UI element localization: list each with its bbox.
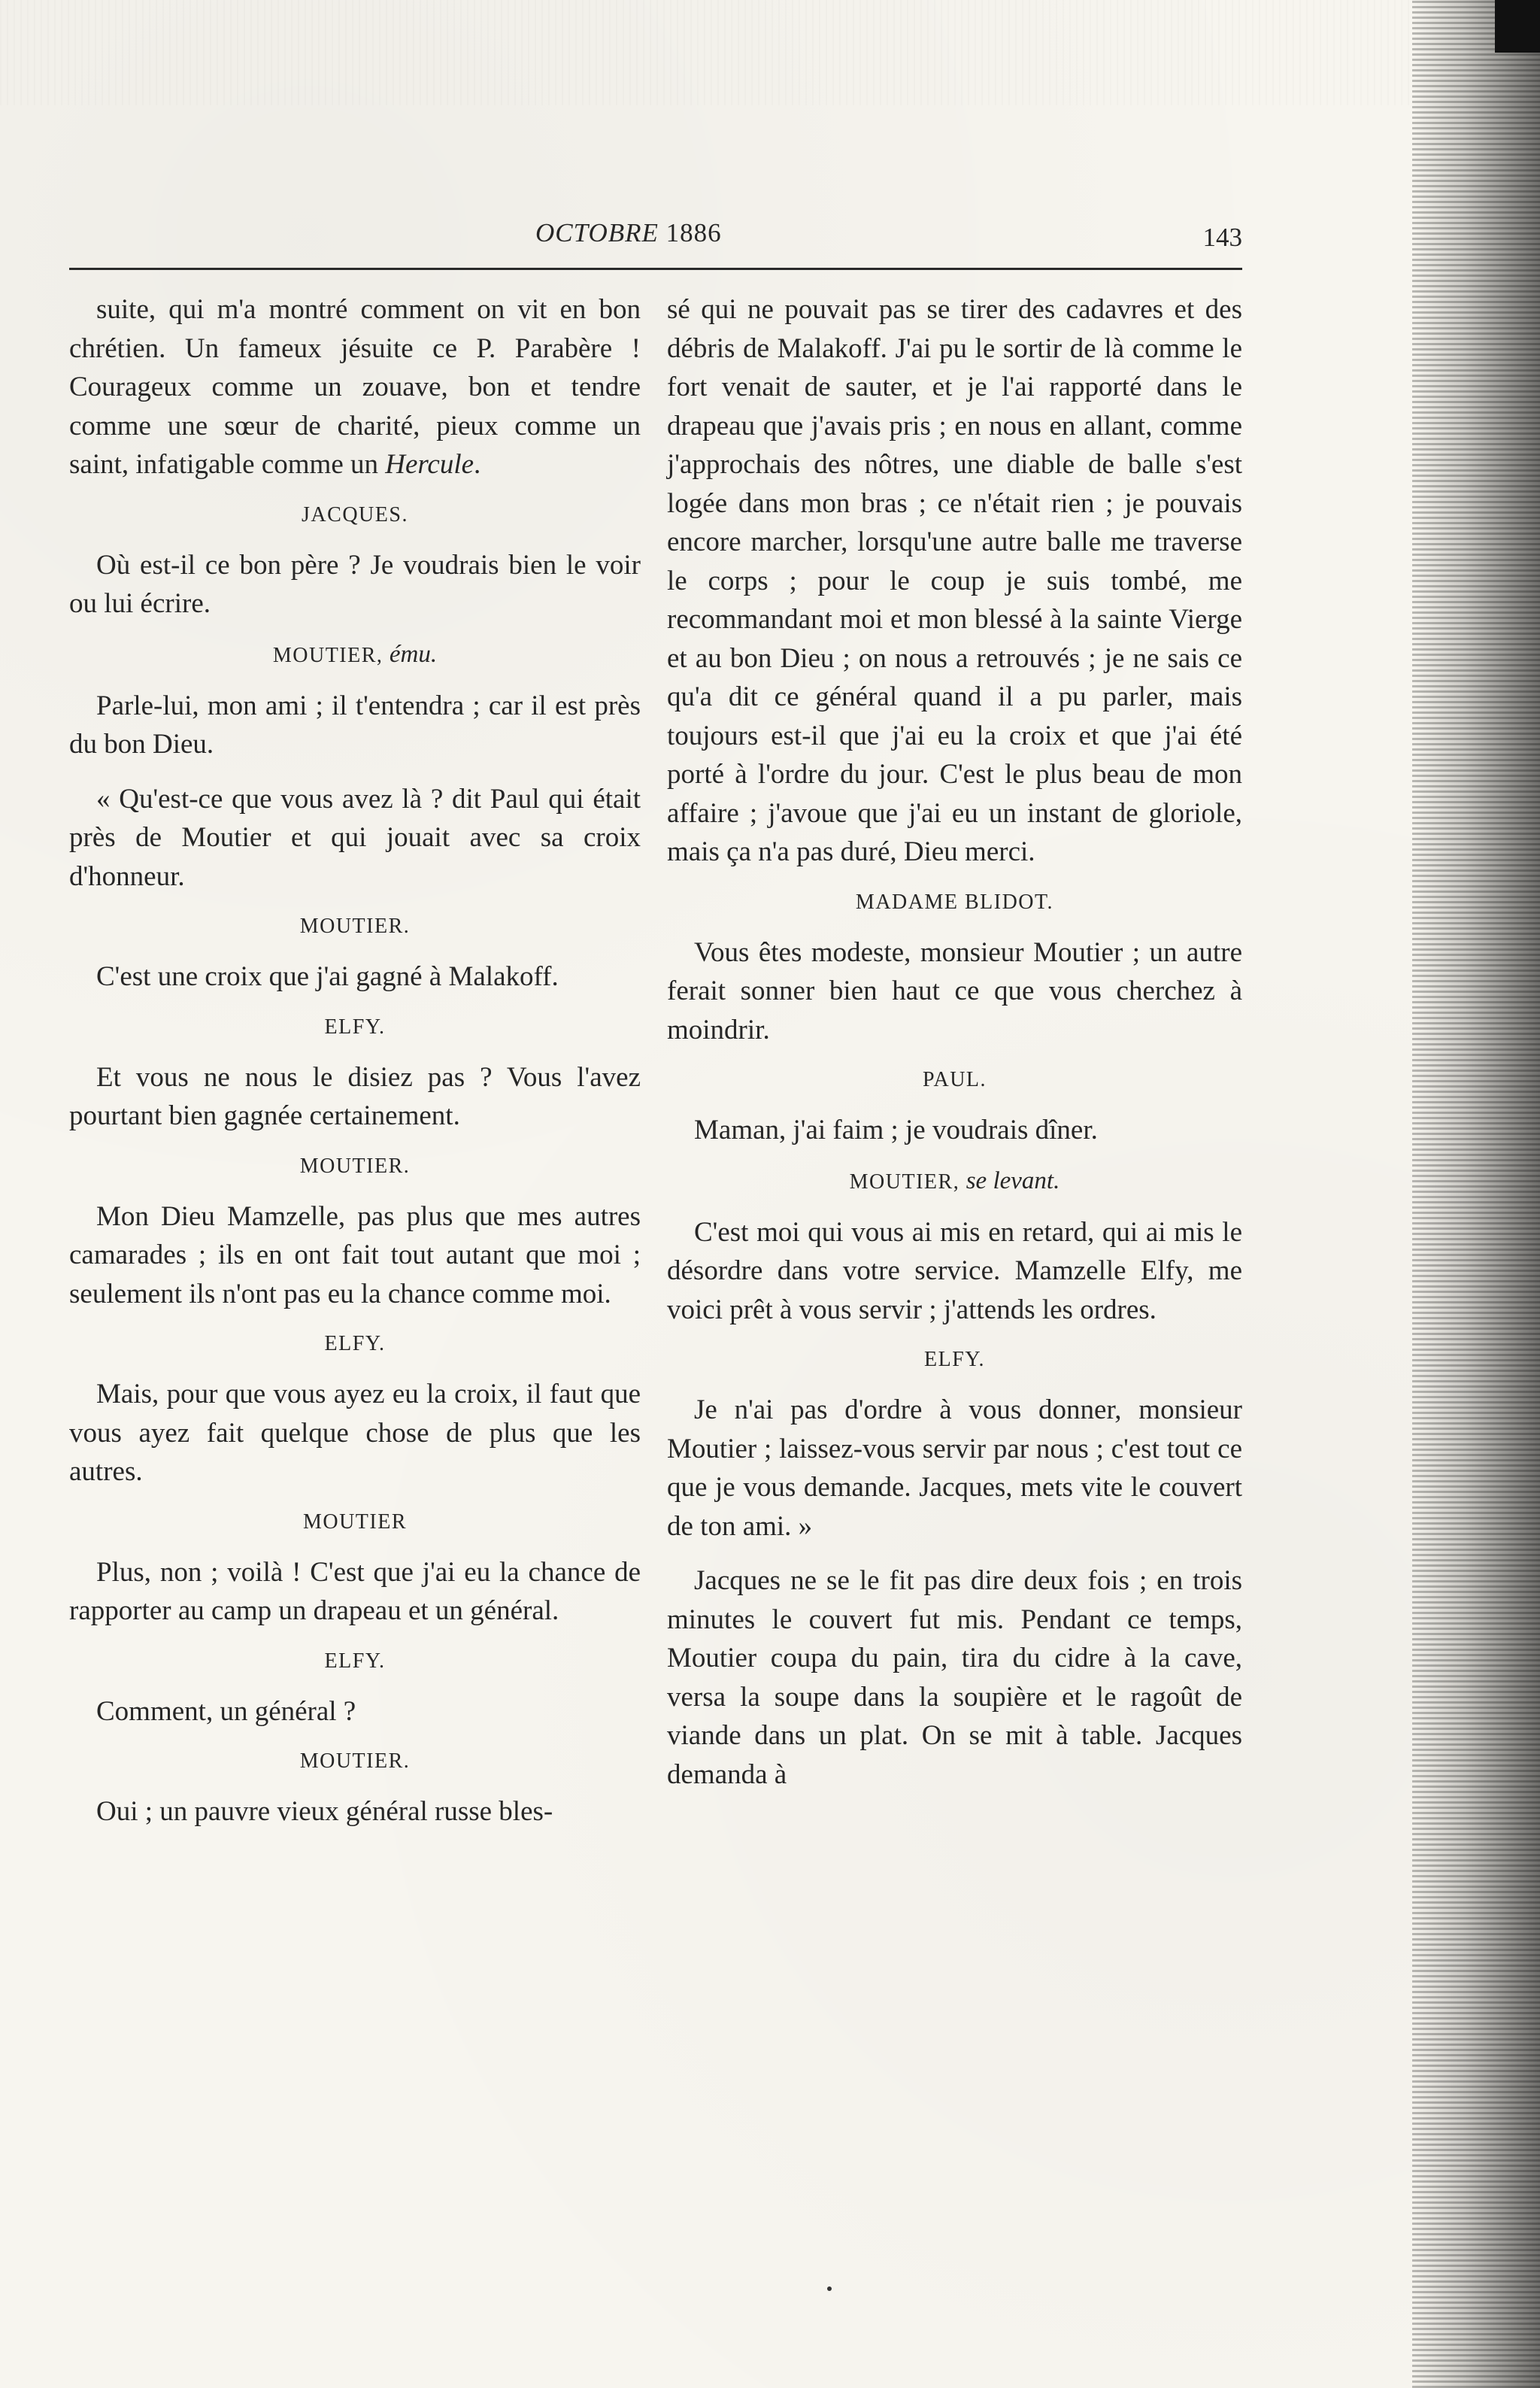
speaker-label bbox=[667, 1345, 1242, 1375]
dialogue-paragraph bbox=[69, 1197, 641, 1314]
speaker-label bbox=[69, 1329, 641, 1359]
scan-corner-mark bbox=[1495, 0, 1540, 53]
running-title bbox=[535, 218, 722, 248]
paragraph-text: Comment, un général ? bbox=[96, 1695, 356, 1727]
speaker-label bbox=[69, 500, 641, 530]
speaker-name: ELFY. bbox=[324, 1015, 386, 1039]
scan-noise-band bbox=[0, 0, 1414, 105]
paragraph-text: Et vous ne nous le disiez pas ? Vous l'avez pourtant bien gagnée certainement. bbox=[69, 1061, 641, 1131]
dialogue-paragraph bbox=[69, 1375, 641, 1491]
speaker-label bbox=[69, 1152, 641, 1182]
speaker-label bbox=[69, 1012, 641, 1042]
paragraph-text: Où est-il ce bon père ? Je voudrais bien le voir ou lui écrire. bbox=[69, 549, 641, 619]
paragraph-text: Mon Dieu Mamzelle, pas plus que mes autres camarades ; ils en ont fait tout autant que moi ; seulement ils n'ont pas eu la chance comme moi. bbox=[69, 1200, 641, 1309]
dialogue-paragraph bbox=[667, 1391, 1242, 1546]
running-header bbox=[69, 218, 1242, 263]
speaker-name: ELFY. bbox=[924, 1348, 985, 1371]
paragraph-text: Plus, non ; voilà ! C'est que j'ai eu la chance de rapporter au camp un drapeau et un général. bbox=[69, 1556, 641, 1626]
speaker-name: MOUTIER bbox=[302, 1510, 408, 1534]
speaker-label bbox=[69, 639, 641, 671]
right-text-column bbox=[667, 290, 1242, 1810]
dialogue-paragraph bbox=[69, 1058, 641, 1136]
dialogue-paragraph bbox=[69, 1553, 641, 1631]
speaker-label bbox=[69, 912, 641, 942]
left-text-column bbox=[69, 290, 641, 1847]
paragraph-text: Je n'ai pas d'ordre à vous donner, monsieur Moutier ; laissez-vous servir par nous ; c'est tout ce que je vous demande. Jacques, mets vite le couvert de ton ami. » bbox=[667, 1394, 1242, 1542]
paragraph-text: Oui ; un pauvre vieux général russe bles- bbox=[96, 1796, 553, 1827]
speaker-label bbox=[69, 1746, 641, 1777]
speaker-name: PAUL. bbox=[922, 1068, 987, 1091]
paragraph-text: suite, qui m'a montré comment on vit en bon chrétien. Un fameux jésuite ce P. Parabère ! Courageux comme un zouave, bon et tendre comme une sœur de charité, pieux comme un saint, infatigable comme un bbox=[69, 294, 641, 480]
paragraph-text: C'est une croix que j'ai gagné à Malakoff. bbox=[96, 961, 559, 992]
speaker-name: JACQUES. bbox=[302, 502, 408, 526]
dialogue-paragraph bbox=[69, 1792, 641, 1831]
paragraph-text: « Qu'est-ce que vous avez là ? dit Paul qui était près de Moutier et qui jouait avec sa croix d'honneur. bbox=[69, 783, 641, 892]
dialogue-paragraph bbox=[69, 957, 641, 997]
paragraph-text: sé qui ne pouvait pas se tirer des cadavres et des débris de Malakoff. J'ai pu le sortir de là comme le fort venait de sauter, et je l'ai rapporté dans le drapeau que j'avais pris ; en nous en allant, comme j'approchais des nôtres, une diable de balle s'est logée dans mon bras ; ce n'était rien ; je pouvais encore marcher, lorsqu'une autre balle me traverse le corps ; pour le coup je suis tombé, me recommandant moi et mon blessé à la sainte Vierge et au bon Dieu ; on nous a retrouvés ; je ne sais ce qu'a dit ce général quand il a pu parler, mais toujours est-il que j'ai eu la croix et que j'ai été porté à l'ordre du jour. C'est le plus beau de mon affaire ; j'avoue que j'ai eu un instant de gloriole, mais ça n'a pas duré, Dieu merci. bbox=[667, 294, 1242, 867]
speaker-name: MOUTIER. bbox=[299, 1154, 411, 1178]
speaker-label bbox=[69, 1507, 641, 1537]
paragraph-text: Jacques ne se le fit pas dire deux fois ; en trois minutes le couvert fut mis. Pendant ce temps, Moutier coupa du pain, tira du cidre à la cave, versa la soupe dans la soupière et le ragoût de viande dans un plat. On se mit à table. Jacques demanda à bbox=[667, 1565, 1242, 1790]
speaker-name: ELFY. bbox=[324, 1332, 386, 1355]
speaker-name: MOUTIER. bbox=[299, 915, 411, 938]
dialogue-paragraph bbox=[69, 780, 641, 897]
stage-direction: se levant. bbox=[966, 1167, 1060, 1194]
dialogue-paragraph bbox=[667, 1111, 1242, 1150]
header-rule bbox=[69, 268, 1242, 270]
speaker-label bbox=[667, 1166, 1242, 1197]
running-title-year: 1886 bbox=[665, 218, 722, 247]
ink-speck bbox=[827, 2286, 832, 2291]
page-binding-edge bbox=[1412, 0, 1540, 2388]
paragraph-text: Maman, j'ai faim ; je voudrais dîner. bbox=[694, 1115, 1098, 1145]
dialogue-paragraph bbox=[69, 1692, 641, 1731]
speaker-name: MADAME BLIDOT. bbox=[855, 890, 1054, 914]
dialogue-paragraph bbox=[667, 933, 1242, 1050]
dialogue-paragraph bbox=[667, 1213, 1242, 1330]
speaker-label bbox=[667, 888, 1242, 918]
paragraph-tail: . bbox=[474, 449, 481, 480]
speaker-name: MOUTIER. bbox=[299, 1749, 411, 1773]
dialogue-paragraph bbox=[69, 687, 641, 764]
continued-paragraph bbox=[667, 290, 1242, 872]
dialogue-paragraph bbox=[69, 290, 641, 484]
speaker-name: MOUTIER, bbox=[849, 1170, 960, 1194]
paragraph-text: Parle-lui, mon ami ; il t'entendra ; car il est près du bon Dieu. bbox=[69, 690, 641, 760]
paragraph-text: Vous êtes modeste, monsieur Moutier ; un autre ferait sonner bien haut ce que vous cherchez à moindrir. bbox=[667, 936, 1242, 1045]
page-number: 143 bbox=[1202, 223, 1242, 252]
speaker-name: MOUTIER, bbox=[272, 643, 383, 667]
speaker-label bbox=[667, 1065, 1242, 1095]
running-title-month: OCTOBRE bbox=[535, 218, 659, 247]
speaker-label bbox=[69, 1646, 641, 1676]
dialogue-paragraph bbox=[69, 546, 641, 624]
stage-direction: ému. bbox=[389, 640, 438, 668]
paragraph-text: Mais, pour que vous ayez eu la croix, il faut que vous ayez fait quelque chose de plus que les autres. bbox=[69, 1379, 641, 1487]
paragraph-text: C'est moi qui vous ai mis en retard, qui ai mis le désordre dans votre service. Mamzelle Elfy, me voici prêt à vous servir ; j'attends les ordres. bbox=[667, 1216, 1242, 1325]
italic-text: Hercule bbox=[385, 449, 474, 480]
speaker-name: ELFY. bbox=[324, 1649, 386, 1673]
dialogue-paragraph bbox=[667, 1561, 1242, 1794]
